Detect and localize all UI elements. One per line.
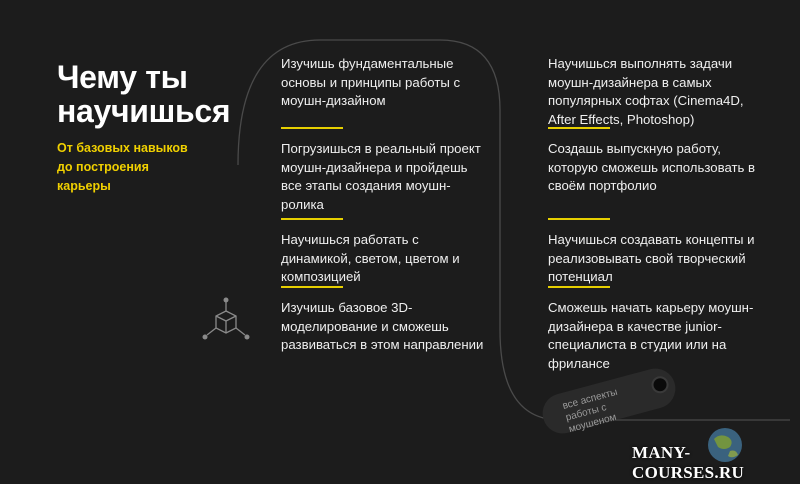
skill-item: Научишься работать с динамикой, светом, цветом и композицией xyxy=(281,232,460,284)
section-title: Чему ты научишься xyxy=(57,59,231,129)
section-subtitle: От базовых навыков до построения карьеры xyxy=(57,141,188,193)
yellow-divider xyxy=(281,127,343,129)
skill-item: Изучишь фундаментальные основы и принципы работы с моушн-дизайном xyxy=(281,56,461,108)
skill-item: Научишься создавать концепты и реализовывать свой творческий потенциал xyxy=(548,232,755,284)
circle-dot-icon xyxy=(650,374,671,395)
watermark: MANY-COURSES.RU xyxy=(632,443,745,482)
yellow-divider xyxy=(548,127,610,129)
skill-item: Научишься выполнять задачи моушн-дизайнера в самых популярных софтах (Cinema4D, After Effects, Photoshop) xyxy=(548,56,744,127)
yellow-divider xyxy=(281,218,343,220)
aspects-pill-label: все аспекты работы с моушеном xyxy=(561,386,619,436)
skill-item: Изучишь базовое 3D-моделирование и сможешь развиваться в этом направлении xyxy=(281,300,484,352)
skill-item: Сможешь начать карьеру моушн-дизайнера в качестве junior-специалиста в студии или на фрилансе xyxy=(548,300,754,371)
yellow-divider xyxy=(281,286,343,288)
skill-item: Погрузишься в реальный проект моушн-дизайнера и пройдешь все этапы создания моушн-ролика xyxy=(281,141,481,212)
3d-cube-icon xyxy=(200,295,252,347)
yellow-divider xyxy=(548,218,610,220)
yellow-divider xyxy=(548,286,610,288)
skill-item: Создашь выпускную работу, которую сможешь использовать в своём портфолио xyxy=(548,141,756,193)
